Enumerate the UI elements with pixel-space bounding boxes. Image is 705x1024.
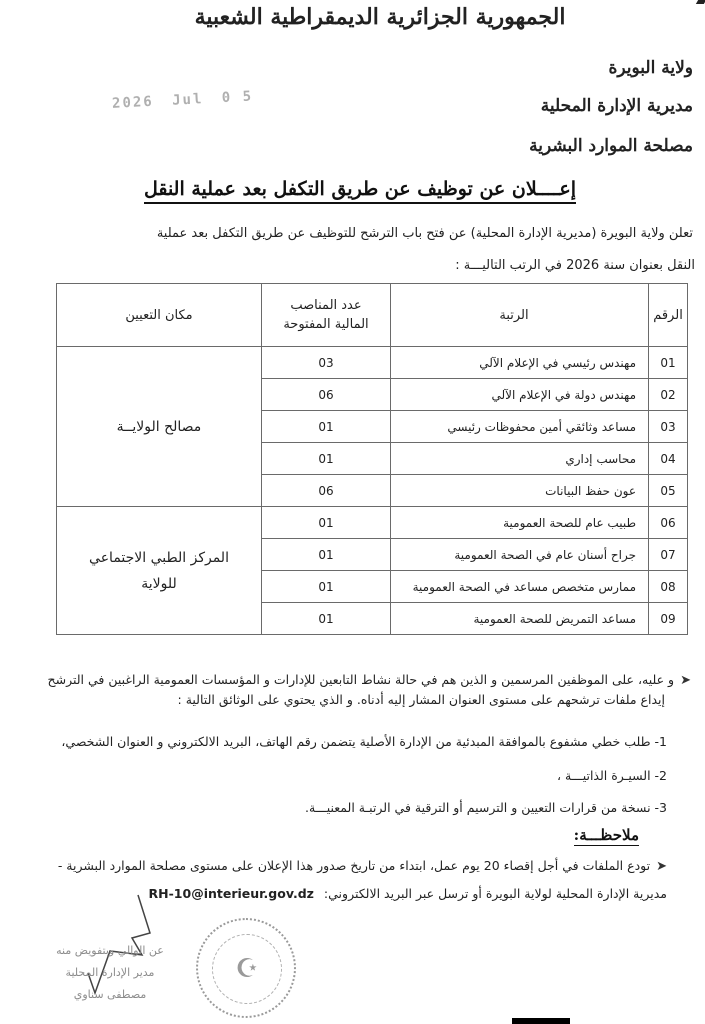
place-line: مصالح الولايــة [116, 418, 202, 435]
signature-line-3: مصطفى سناوي [73, 988, 147, 1001]
document-item-1: 1- طلب خطي مشفوع بالموافقة المبدئية من الإدارة الأصلية يتضمن رقم الهاتف، البريد الالكتروني و العنوان الشخصي، [61, 734, 667, 749]
row-count: 01 [262, 603, 391, 635]
row-number: 01 [649, 347, 688, 379]
row-rank: عون حفظ البيانات [391, 475, 649, 507]
stamp-year: 2026 [111, 93, 155, 112]
scan-corner-mark [696, 0, 705, 4]
arrow-bullet-icon: ➤ [656, 859, 667, 874]
row-number: 07 [649, 539, 688, 571]
row-count: 06 [262, 379, 391, 411]
announcement-title-text: إعــــلان عن توظيف عن طريق التكفل بعد عملية النقل [144, 178, 576, 204]
row-rank: مساعد وثائقي أمين محفوظات رئيسي [391, 411, 649, 443]
table-row [57, 347, 688, 379]
header-count-line1: عدد المناصب [290, 298, 362, 313]
intro-line-2: النقل بعنوان سنة 2026 في الرتب التاليـــة : [455, 258, 695, 273]
redaction-bar [512, 1018, 570, 1024]
row-rank: محاسب إداري [391, 443, 649, 475]
announcement-title [100, 178, 620, 200]
header-number: الرقم [649, 284, 688, 347]
header-count-line2: المالية المفتوحة [283, 317, 369, 332]
row-number: 09 [649, 603, 688, 635]
row-rank: طبيب عام للصحة العمومية [391, 507, 649, 539]
place-medical-center [57, 507, 262, 635]
header-count [262, 284, 391, 347]
place-wilaya-services [57, 347, 262, 507]
row-number: 04 [649, 443, 688, 475]
republic-heading: الجمهورية الجزائرية الديمقراطية الشعبية [194, 4, 566, 30]
row-rank: ممارس متخصص مساعد في الصحة العمومية [391, 571, 649, 603]
row-number: 03 [649, 411, 688, 443]
stamp-month: Jul [171, 91, 204, 109]
row-count: 03 [262, 347, 391, 379]
date-stamp [112, 88, 262, 112]
table-header-row [57, 284, 688, 347]
signature-block [10, 940, 210, 1006]
header-rank: الرتبة [391, 284, 649, 347]
document-item-3: 3- نسخة من قرارات التعيين و الترسيم أو الترقية في الرتبـة المعنيـــة. [305, 800, 667, 815]
row-count: 01 [262, 507, 391, 539]
email-address-link[interactable]: RH-10@interieur.gov.dz [148, 886, 314, 901]
conditions-paragraph-line-1 [31, 672, 691, 688]
row-number: 02 [649, 379, 688, 411]
row-count: 01 [262, 411, 391, 443]
stamp-day: 0 5 [221, 88, 254, 107]
intro-line-1: تعلن ولاية البويرة (مديرية الإدارة المحلية) عن فتح باب الترشح للتوظيف عن طريق التكفل بعد عملية [156, 226, 693, 241]
wilaya-label: ولاية البويرة [608, 58, 693, 78]
row-rank: مساعد التمريض للصحة العمومية [391, 603, 649, 635]
official-seal [196, 918, 296, 1018]
row-rank: مهندس دولة في الإعلام الآلي [391, 379, 649, 411]
signature-line-1: عن الوالي وبتفويض منه [56, 944, 164, 957]
crescent-star-icon: ☪ [212, 934, 282, 1004]
row-count: 01 [262, 571, 391, 603]
row-count: 01 [262, 443, 391, 475]
note-line-1 [17, 858, 667, 874]
positions-table [56, 283, 688, 635]
note-text-2: مديرية الإدارة المحلية لولاية البويرة أو ترسل عبر البريد الالكتروني: [323, 886, 667, 901]
arrow-bullet-icon: ➤ [680, 673, 691, 688]
conditions-paragraph-line-2: إيداع ملفات ترشحهم على مستوى العنوان المشار إليه أدناه. و الذي يحتوي على الوثائق التالية : [177, 692, 665, 707]
service-label: مصلحة الموارد البشرية [529, 136, 693, 156]
row-count: 01 [262, 539, 391, 571]
signature-line-2: مدير الإدارة المحلية [65, 966, 155, 979]
table-row [57, 507, 688, 539]
place-line: المركز الطبي الاجتماعي [89, 549, 229, 566]
note-text-1: تودع الملفات في أجل إقصاء 20 يوم عمل، ابتداء من تاريخ صدور هذا الإعلان على مستوى مصلحة الموارد البشرية - [57, 858, 651, 873]
row-number: 06 [649, 507, 688, 539]
row-number: 08 [649, 571, 688, 603]
conditions-text-1: و عليه، على الموظفين المرسمين و الذين هم في حالة نشاط التابعين للإدارات و المؤسسات العمومية الراغبين في الترشح [47, 672, 675, 687]
row-count: 06 [262, 475, 391, 507]
directorate-label: مديرية الإدارة المحلية [540, 96, 693, 116]
document-item-2: 2- السيـرة الذاتيـــة ، [557, 768, 667, 783]
note-heading: ملاحظـــة: [573, 826, 639, 844]
header-place: مكان التعيين [57, 284, 262, 347]
row-rank: مهندس رئيسي في الإعلام الآلي [391, 347, 649, 379]
place-line: للولاية [141, 575, 177, 592]
row-rank: جراح أسنان عام في الصحة العمومية [391, 539, 649, 571]
row-number: 05 [649, 475, 688, 507]
